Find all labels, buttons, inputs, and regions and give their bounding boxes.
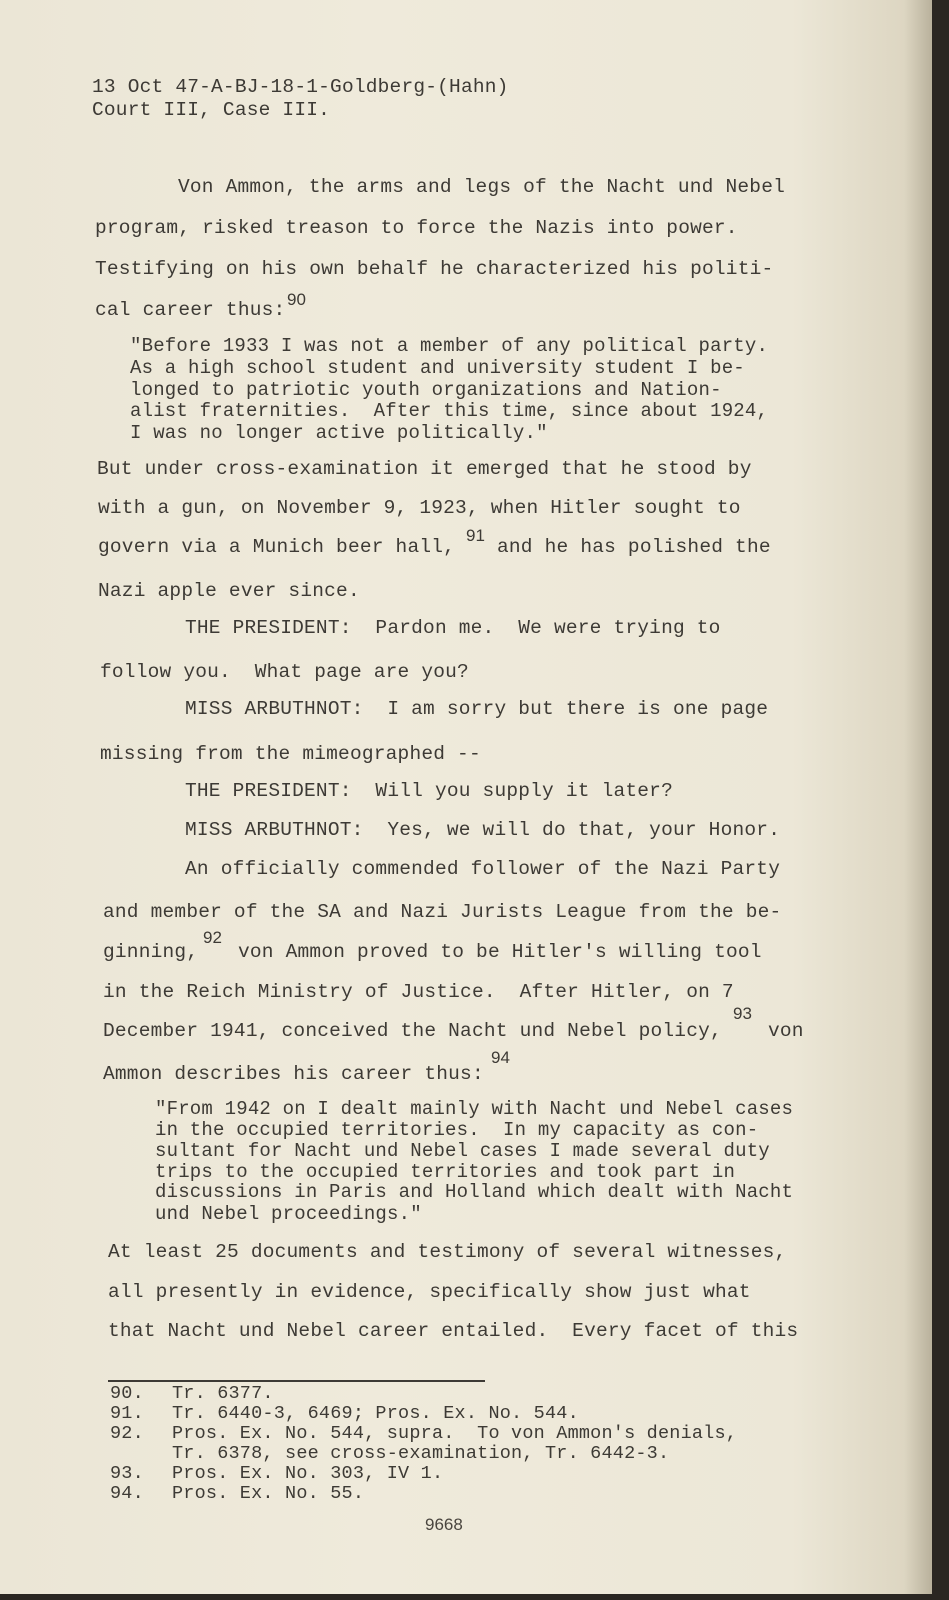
quote-line: in the occupied territories. In my capacity as con- xyxy=(155,1119,759,1141)
footnote-text: Tr. 6377. xyxy=(172,1383,274,1404)
quote-line: As a high school student and university student I be- xyxy=(130,357,745,379)
quote-line: discussions in Paris and Holland which dealt with Nacht xyxy=(155,1181,794,1203)
footnote-number: 91. xyxy=(110,1403,144,1424)
quote-line: longed to patriotic youth organizations and Nation- xyxy=(130,379,722,401)
footnote-divider xyxy=(108,1380,485,1382)
body-line: in the Reich Ministry of Justice. After Hitler, on 7 xyxy=(103,981,734,1003)
header-line: 13 Oct 47-A-BJ-18-1-Goldberg-(Hahn) xyxy=(92,76,509,98)
body-line: ginning, xyxy=(103,941,199,963)
body-line: with a gun, on November 9, 1923, when Hitler sought to xyxy=(98,497,741,519)
footnote-ref: 92 xyxy=(203,928,222,947)
dialogue-line: follow you. What page are you? xyxy=(100,661,469,683)
body-line: December 1941, conceived the Nacht und Nebel policy, xyxy=(103,1020,722,1042)
footnote-number: 90. xyxy=(110,1383,144,1404)
footnote-number: 94. xyxy=(110,1483,144,1504)
body-line: Ammon describes his career thus: xyxy=(103,1063,484,1085)
body-line: At least 25 documents and testimony of several witnesses, xyxy=(108,1241,787,1263)
quote-line: "Before 1933 I was not a member of any political party. xyxy=(130,335,769,357)
body-line: von Ammon proved to be Hitler's willing tool xyxy=(238,941,762,963)
footnote-text: Pros. Ex. No. 55. xyxy=(172,1483,365,1504)
body-line: program, risked treason to force the Nazis into power. xyxy=(95,217,738,239)
footnote-ref: 94 xyxy=(491,1048,510,1067)
dialogue-line: THE PRESIDENT: Will you supply it later? xyxy=(185,780,673,802)
dialogue-line: THE PRESIDENT: Pardon me. We were trying to xyxy=(185,617,721,639)
quote-line: I was no longer active politically." xyxy=(130,422,548,444)
footnote-ref: 91 xyxy=(466,526,485,545)
footnote-number: 92. xyxy=(110,1423,144,1444)
dialogue-line: missing from the mimeographed -- xyxy=(100,743,481,765)
body-line: cal career thus: xyxy=(95,299,286,321)
quote-line: trips to the occupied territories and took part in xyxy=(155,1161,736,1183)
dialogue-line: MISS ARBUTHNOT: Yes, we will do that, your Honor. xyxy=(185,819,781,841)
footnote-text: Tr. 6378, see cross-examination, Tr. 6442-3. xyxy=(172,1443,670,1464)
quote-line: alist fraternities. After this time, since about 1924, xyxy=(130,400,769,422)
dialogue-line: MISS ARBUTHNOT: I am sorry but there is one page xyxy=(185,698,769,720)
footnote-text: Pros. Ex. No. 303, IV 1. xyxy=(172,1463,444,1484)
body-line: all presently in evidence, specifically show just what xyxy=(108,1281,751,1303)
body-line: Von Ammon, the arms and legs of the Nacht und Nebel xyxy=(178,176,785,198)
body-line: Testifying on his own behalf he characterized his politi- xyxy=(95,258,774,280)
header-line: Court III, Case III. xyxy=(92,99,331,121)
quote-line: und Nebel proceedings." xyxy=(155,1203,422,1225)
body-line: that Nacht und Nebel career entailed. Every facet of this xyxy=(108,1320,799,1342)
body-line: and member of the SA and Nazi Jurists League from the be- xyxy=(103,901,782,923)
quote-line: sultant for Nacht und Nebel cases I made several duty xyxy=(155,1140,770,1162)
footnote-number: 93. xyxy=(110,1463,144,1484)
footnote-text: Tr. 6440-3, 6469; Pros. Ex. No. 544. xyxy=(172,1403,579,1424)
body-line: and he has polished the xyxy=(497,536,771,558)
body-line: govern via a Munich beer hall, xyxy=(98,536,456,558)
footnote-ref: 90 xyxy=(287,290,306,309)
footnote-ref: 93 xyxy=(733,1004,752,1023)
page-number: 9668 xyxy=(425,1515,463,1534)
body-line: An officially commended follower of the Nazi Party xyxy=(185,858,781,880)
body-line: von xyxy=(768,1020,804,1042)
body-line: But under cross-examination it emerged that he stood by xyxy=(97,458,752,480)
body-line: Nazi apple ever since. xyxy=(98,580,360,602)
quote-line: "From 1942 on I dealt mainly with Nacht und Nebel cases xyxy=(155,1098,794,1120)
footnote-text: Pros. Ex. No. 544, supra. To von Ammon's denials, xyxy=(172,1423,738,1444)
